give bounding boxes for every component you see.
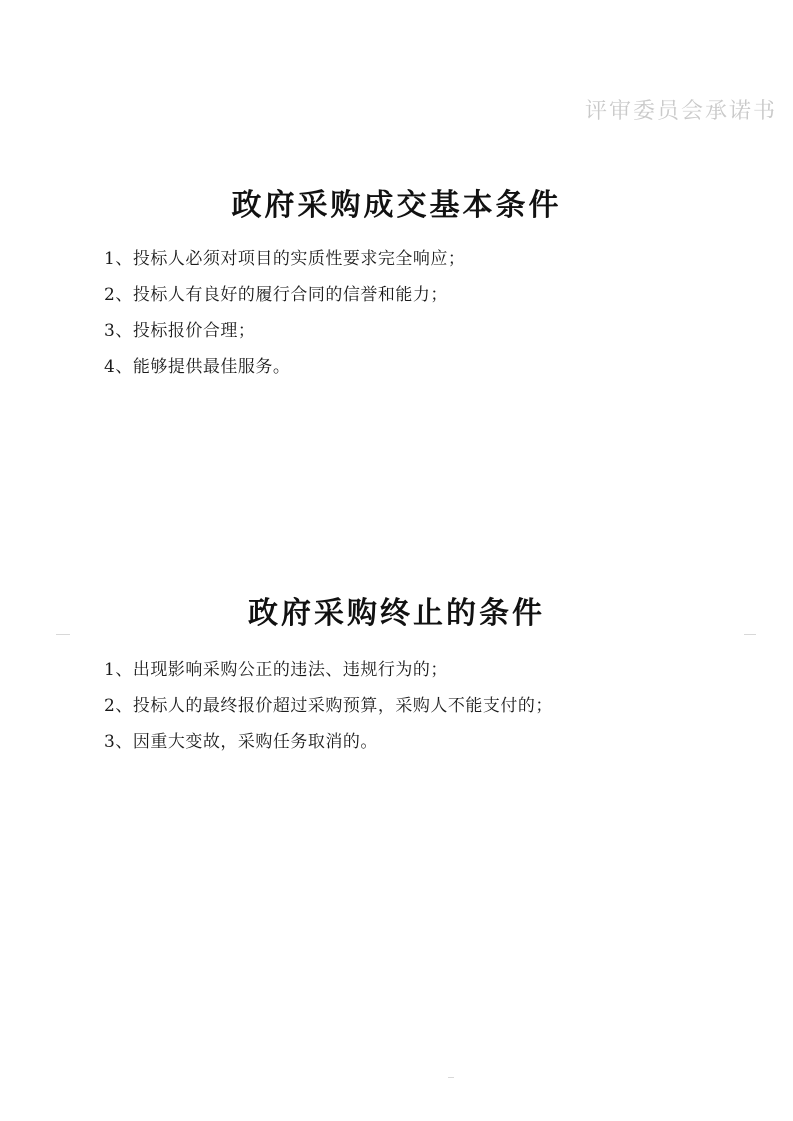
page-header-text: 评审委员会承诺书 <box>584 99 777 124</box>
list-item: 3、因重大变故，采购任务取消的。 <box>104 732 378 752</box>
list-item: 1、投标人必须对项目的实质性要求完全响应； <box>104 249 466 269</box>
section-title-deal-conditions: 政府采购成交基本条件 <box>231 188 562 224</box>
deal-conditions-list <box>104 241 465 385</box>
section-title-termination-conditions: 政府采购终止的条件 <box>248 596 545 632</box>
scan-mark <box>448 1077 454 1078</box>
termination-conditions-list <box>104 652 553 760</box>
list-item: 3、投标报价合理； <box>104 321 256 341</box>
list-item: 1、出现影响采购公正的违法、违规行为的； <box>104 660 448 680</box>
scan-mark <box>744 634 756 635</box>
list-item: 2、投标人有良好的履行合同的信誉和能力； <box>104 285 448 305</box>
list-item: 4、能够提供最佳服务。 <box>104 357 291 377</box>
list-item: 2、投标人的最终报价超过采购预算，采购人不能支付的； <box>104 696 553 716</box>
scan-mark <box>56 634 70 635</box>
